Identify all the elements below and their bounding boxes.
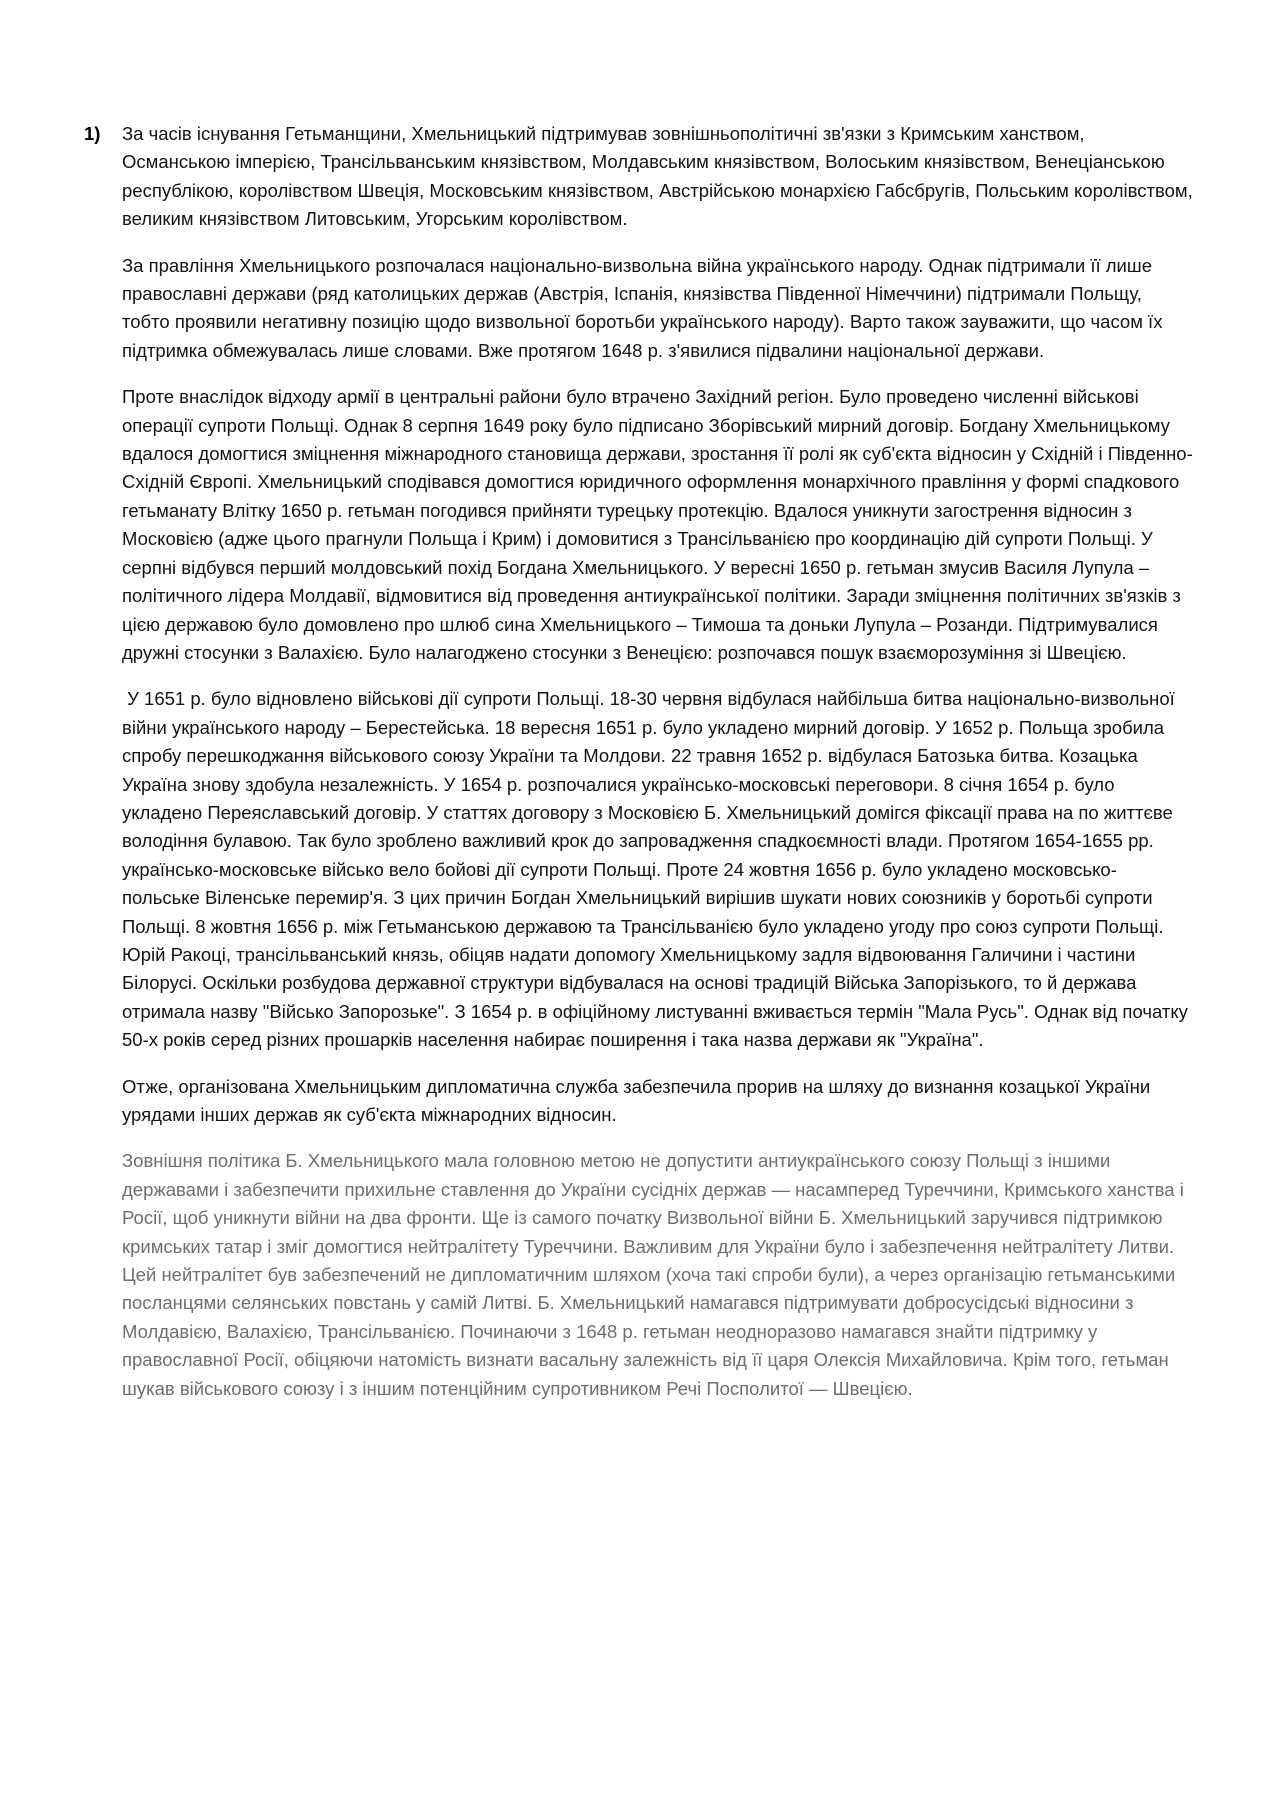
paragraph-foreign-policy-summary: Зовнішня політика Б. Хмельницького мала головною метою не допустити антиукраїнського союзу Польщі з іншими державами і забезпечити прихильне ставлення до України сусідніх держав — насамперед Туреччини, Кримського ханства і Росії, щоб уникнути війни на два фронти. Ще із самого початку Визвольної війни Б. Хмельницький заручився підтримкою кримських татар і зміг домогтися нейтралітету Туреччини. Важливим для України було і забезпечення нейтралітету Литви. Цей нейтралітет був забезпечений не дипломатичним шляхом (хоча такі спроби були), а через організацію гетьманськими посланцями селянських повстань у самій Литві. Б. Хмельницький намагався підтримувати добросусідські відносини з Молдавією, Валахією, Трансільванією. Починаючи з 1648 р. гетьман неодноразово намагався знайти підтримку у православної Росії, обіцяючи натомість визнати васальну залежність від її царя Олексія Михайловича. Крім того, гетьман шукав військового союзу і з іншим потенційним супротивником Речі Посполитої — Швецією. bbox=[122, 1150, 1184, 1399]
paragraph-foreign-relations: За часів існування Гетьманщини, Хмельницький підтримував зовнішньополітичні зв'язки з Кримським ханством, Османською імперією, Трансільванським князівством, Молдавським князівством, Волоським князівством, Венеціанською республікою, королівством Швеція, Московським князівством, Австрійською монархією Габсбругів, Польським королівством, великим князівством Литовським, Угорським королівством. bbox=[122, 123, 1193, 230]
numbered-item bbox=[84, 120, 1194, 1403]
paragraph-zboriv-treaty: Проте внаслідок відходу армії в центральні райони було втрачено Західний регіон. Було проведено численні військові операції супроти Польщі. Однак 8 серпня 1649 року було підписано Зборівський мирний договір. Богдану Хмельницькому вдалося домогтися зміцнення міжнародного становища держави, зростання її ролі як суб'єкта відносин у Східній і Південно-Східній Європі. Хмельницький сподівався домогтися юридичного оформлення монархічного правління у формі спадкового гетьманату Влітку 1650 р. гетьман погодився прийняти турецьку протекцію. Вдалося уникнути загострення відносин з Московією (адже цього прагнули Польща і Крим) і домовитися з Трансільванією про координацію дій супроти Польщі. У серпні відбувся перший молдовський похід Богдана Хмельницького. У вересні 1650 р. гетьман змусив Василя Лупула – політичного лідера Молдавії, відмовитися від проведення антиукраїнської політики. Заради зміцнення політичних зв'язків з цією державою було домовлено про шлюб сина Хмельницького – Тимоша та доньки Лупула – Розанди. Підтримувалися дружні стосунки з Валахією. Було налагоджено стосунки з Венецією: розпочався пошук взаєморозуміння зі Швецією. bbox=[122, 386, 1193, 663]
item-number: 1) bbox=[84, 123, 101, 144]
document-body bbox=[84, 120, 1194, 1421]
paragraph-conclusion: Отже, організована Хмельницьким дипломатична служба забезпечила прорив на шляху до визнання козацької України урядами інших держав як суб'єкта міжнародних відносин. bbox=[122, 1075, 1151, 1125]
paragraph-1651-events: У 1651 р. було відновлено військові дії супроти Польщі. 18-30 червня відбулася найбільша битва національно-визвольної війни українського народу – Берестейська. 18 вересня 1651 р. було укладено мирний договір. У 1652 р. Польща зробила спробу перешкоджання військового союзу України та Молдови. 22 травня 1652 р. відбулася Батозька битва. Козацька Україна знову здобула незалежність. У 1654 р. розпочалися українсько-московські переговори. 8 січня 1654 р. було укладено Переяславський договір. У статтях договору з Московією Б. Хмельницький домігся фіксації права на по життєве володіння булавою. Так було зроблено важливий крок до запровадження спадкоємності влади. Протягом 1654-1655 рр. українсько-московське військо вело бойові дії супроти Польщі. Проте 24 жовтня 1656 р. було укладено московсько-польське Віленське перемир'я. З цих причин Богдан Хмельницький вирішив шукати нових союзників у боротьбі супроти Польщі. 8 жовтня 1656 р. між Гетьманською державою та Трансільванією було укладено угоду про союз супроти Польщі. Юрій Ракоці, трансільванський князь, обіцяв надати допомогу Хмельницькому задля відвоювання Галичини і частини Білорусі. Оскільки розбудова державної структури відбувалася на основі традицій Війська Запорізького, то й держава отримала назву "Військо Запорозьке". З 1654 р. в офіційному листуванні вживається термін "Мала Русь". Однак від початку 50-х років серед різних прошарків населення набирає поширення і така назва держави як "Україна". bbox=[122, 688, 1194, 1051]
paragraph-liberation-war: За правління Хмельницького розпочалася національно-визвольна війна українського народу. Однак підтримали її лише православні держави (ряд католицьких держав (Австрія, Іспанія, князівства Південної Німеччини) підтримали Польщу, тобто проявили негативну позицію щодо визвольної боротьби українського народу). Варто також зауважити, що часом їх підтримка обмежувалась лише словами. Вже протягом 1648 р. з'явилися підвалини національної держави. bbox=[122, 254, 1163, 361]
